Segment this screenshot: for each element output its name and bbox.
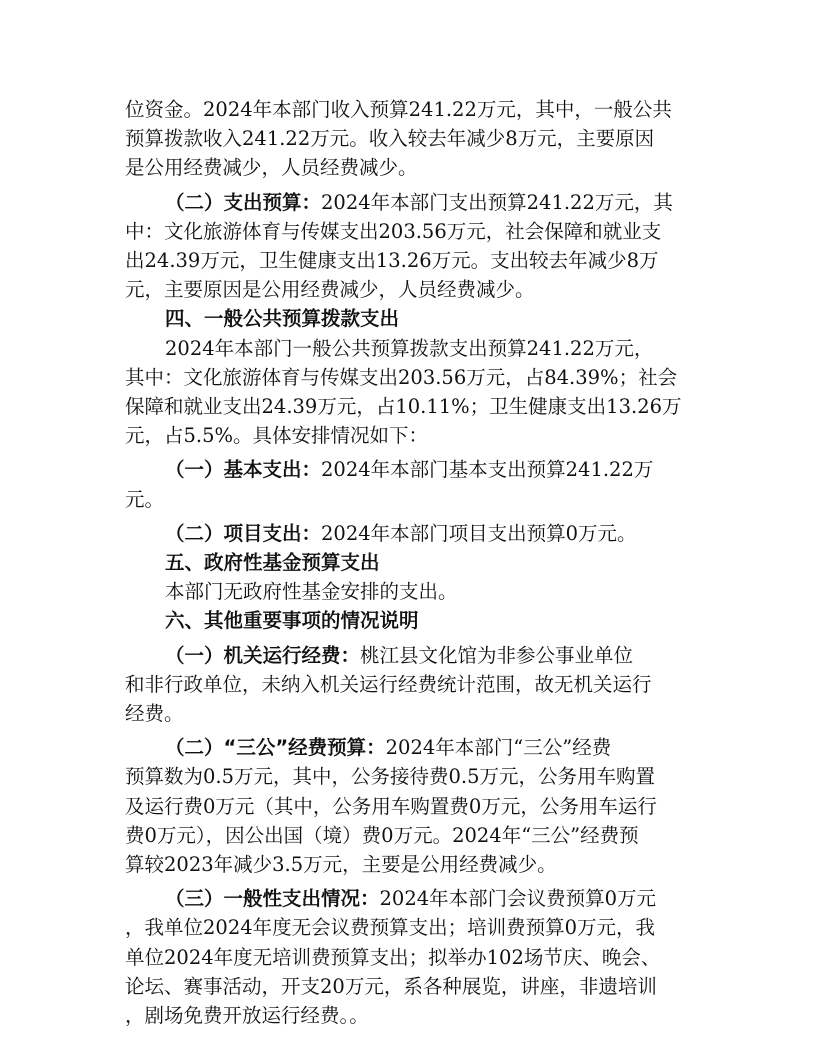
subsection-expenditure-budget — [165, 189, 673, 217]
subsection-three-public-expenses — [165, 734, 611, 762]
paragraph-line: 算较2023年减少3.5万元，主要是公用经费减少。 — [125, 853, 557, 876]
subsection-text: 2024年本部门基本支出预算241.22万 — [321, 458, 654, 481]
paragraph-line: ，我单位2024年度无会议费预算支出；培训费预算0万元，我 — [125, 916, 656, 939]
paragraph-line: 元。 — [125, 488, 165, 511]
subsection-project-expenditure — [165, 520, 637, 548]
paragraph-line: 预算拨款收入241.22万元。收入较去年减少8万元，主要原因 — [125, 127, 655, 150]
paragraph-line: 中：文化旅游体育与传媒支出203.56万元，社会保障和就业支 — [125, 220, 662, 243]
paragraph-line: 费0万元），因公出国（境）费0万元。2024年“三公”经费预 — [125, 824, 639, 847]
paragraph-line: 其中：文化旅游体育与传媒支出203.56万元，占84.39%；社会 — [125, 366, 678, 389]
paragraph-line: 本部门无政府性基金安排的支出。 — [165, 580, 458, 603]
paragraph-line: 保障和就业支出24.39万元，占10.11%；卫生健康支出13.26万 — [125, 395, 682, 418]
subsection-basic-expenditure — [165, 456, 653, 484]
paragraph-line: 论坛、赛事活动，开支20万元，系各种展览，讲座，非遗培训 — [125, 975, 657, 998]
paragraph-line: 经费。 — [125, 702, 184, 725]
paragraph-line: 预算数为0.5万元，其中，公务接待费0.5万元，公务用车购置 — [125, 765, 656, 788]
section-heading-4: 四、一般公共预算拨款支出 — [165, 307, 400, 330]
subsection-general-expenditure — [165, 885, 656, 913]
subsection-text: 桃江县文化馆为非参公事业单位 — [360, 644, 634, 667]
paragraph-line: 及运行费0万元（其中，公务用车购置费0万元，公务用车运行 — [125, 795, 657, 818]
subsection-title: （一）机关运行经费： — [165, 644, 361, 667]
subsection-title: （三）一般性支出情况： — [165, 887, 380, 910]
subsection-text: 2024年本部门支出预算241.22万元，其 — [321, 191, 673, 214]
paragraph-line: 单位2024年度无培训费预算支出；拟举办102场节庆、晚会、 — [125, 946, 661, 969]
subsection-title: （二）“三公”经费预算： — [165, 736, 386, 759]
subsection-title: （二）项目支出： — [165, 522, 322, 545]
paragraph-line: 和非行政单位，未纳入机关运行经费统计范围，故无机关运行 — [125, 673, 652, 696]
subsection-text: 2024年本部门会议费预算0万元 — [379, 887, 657, 910]
subsection-text: 2024年本部门项目支出预算0万元。 — [321, 522, 637, 545]
subsection-operating-costs — [165, 642, 633, 670]
paragraph-line: 是公用经费减少，人员经费减少。 — [125, 156, 418, 179]
section-heading-5: 五、政府性基金预算支出 — [165, 551, 380, 574]
paragraph-line: ，剧场免费开放运行经费。。 — [125, 1004, 369, 1027]
paragraph-line: 出24.39万元，卫生健康支出13.26万元。支出较去年减少8万 — [125, 249, 659, 272]
paragraph-line: 元，主要原因是公用经费减少，人员经费减少。 — [125, 278, 535, 301]
section-heading-6: 六、其他重要事项的情况说明 — [165, 609, 419, 632]
paragraph-line: 元，占5.5%。具体安排情况如下： — [125, 424, 429, 447]
subsection-title: （二）支出预算： — [165, 191, 322, 214]
subsection-text: 2024年本部门“三公”经费 — [385, 736, 612, 759]
subsection-title: （一）基本支出： — [165, 458, 322, 481]
paragraph-line: 位资金。2024年本部门收入预算241.22万元，其中，一般公共 — [125, 98, 672, 121]
paragraph-line: 2024年本部门一般公共预算拨款支出预算241.22万元， — [165, 337, 654, 360]
